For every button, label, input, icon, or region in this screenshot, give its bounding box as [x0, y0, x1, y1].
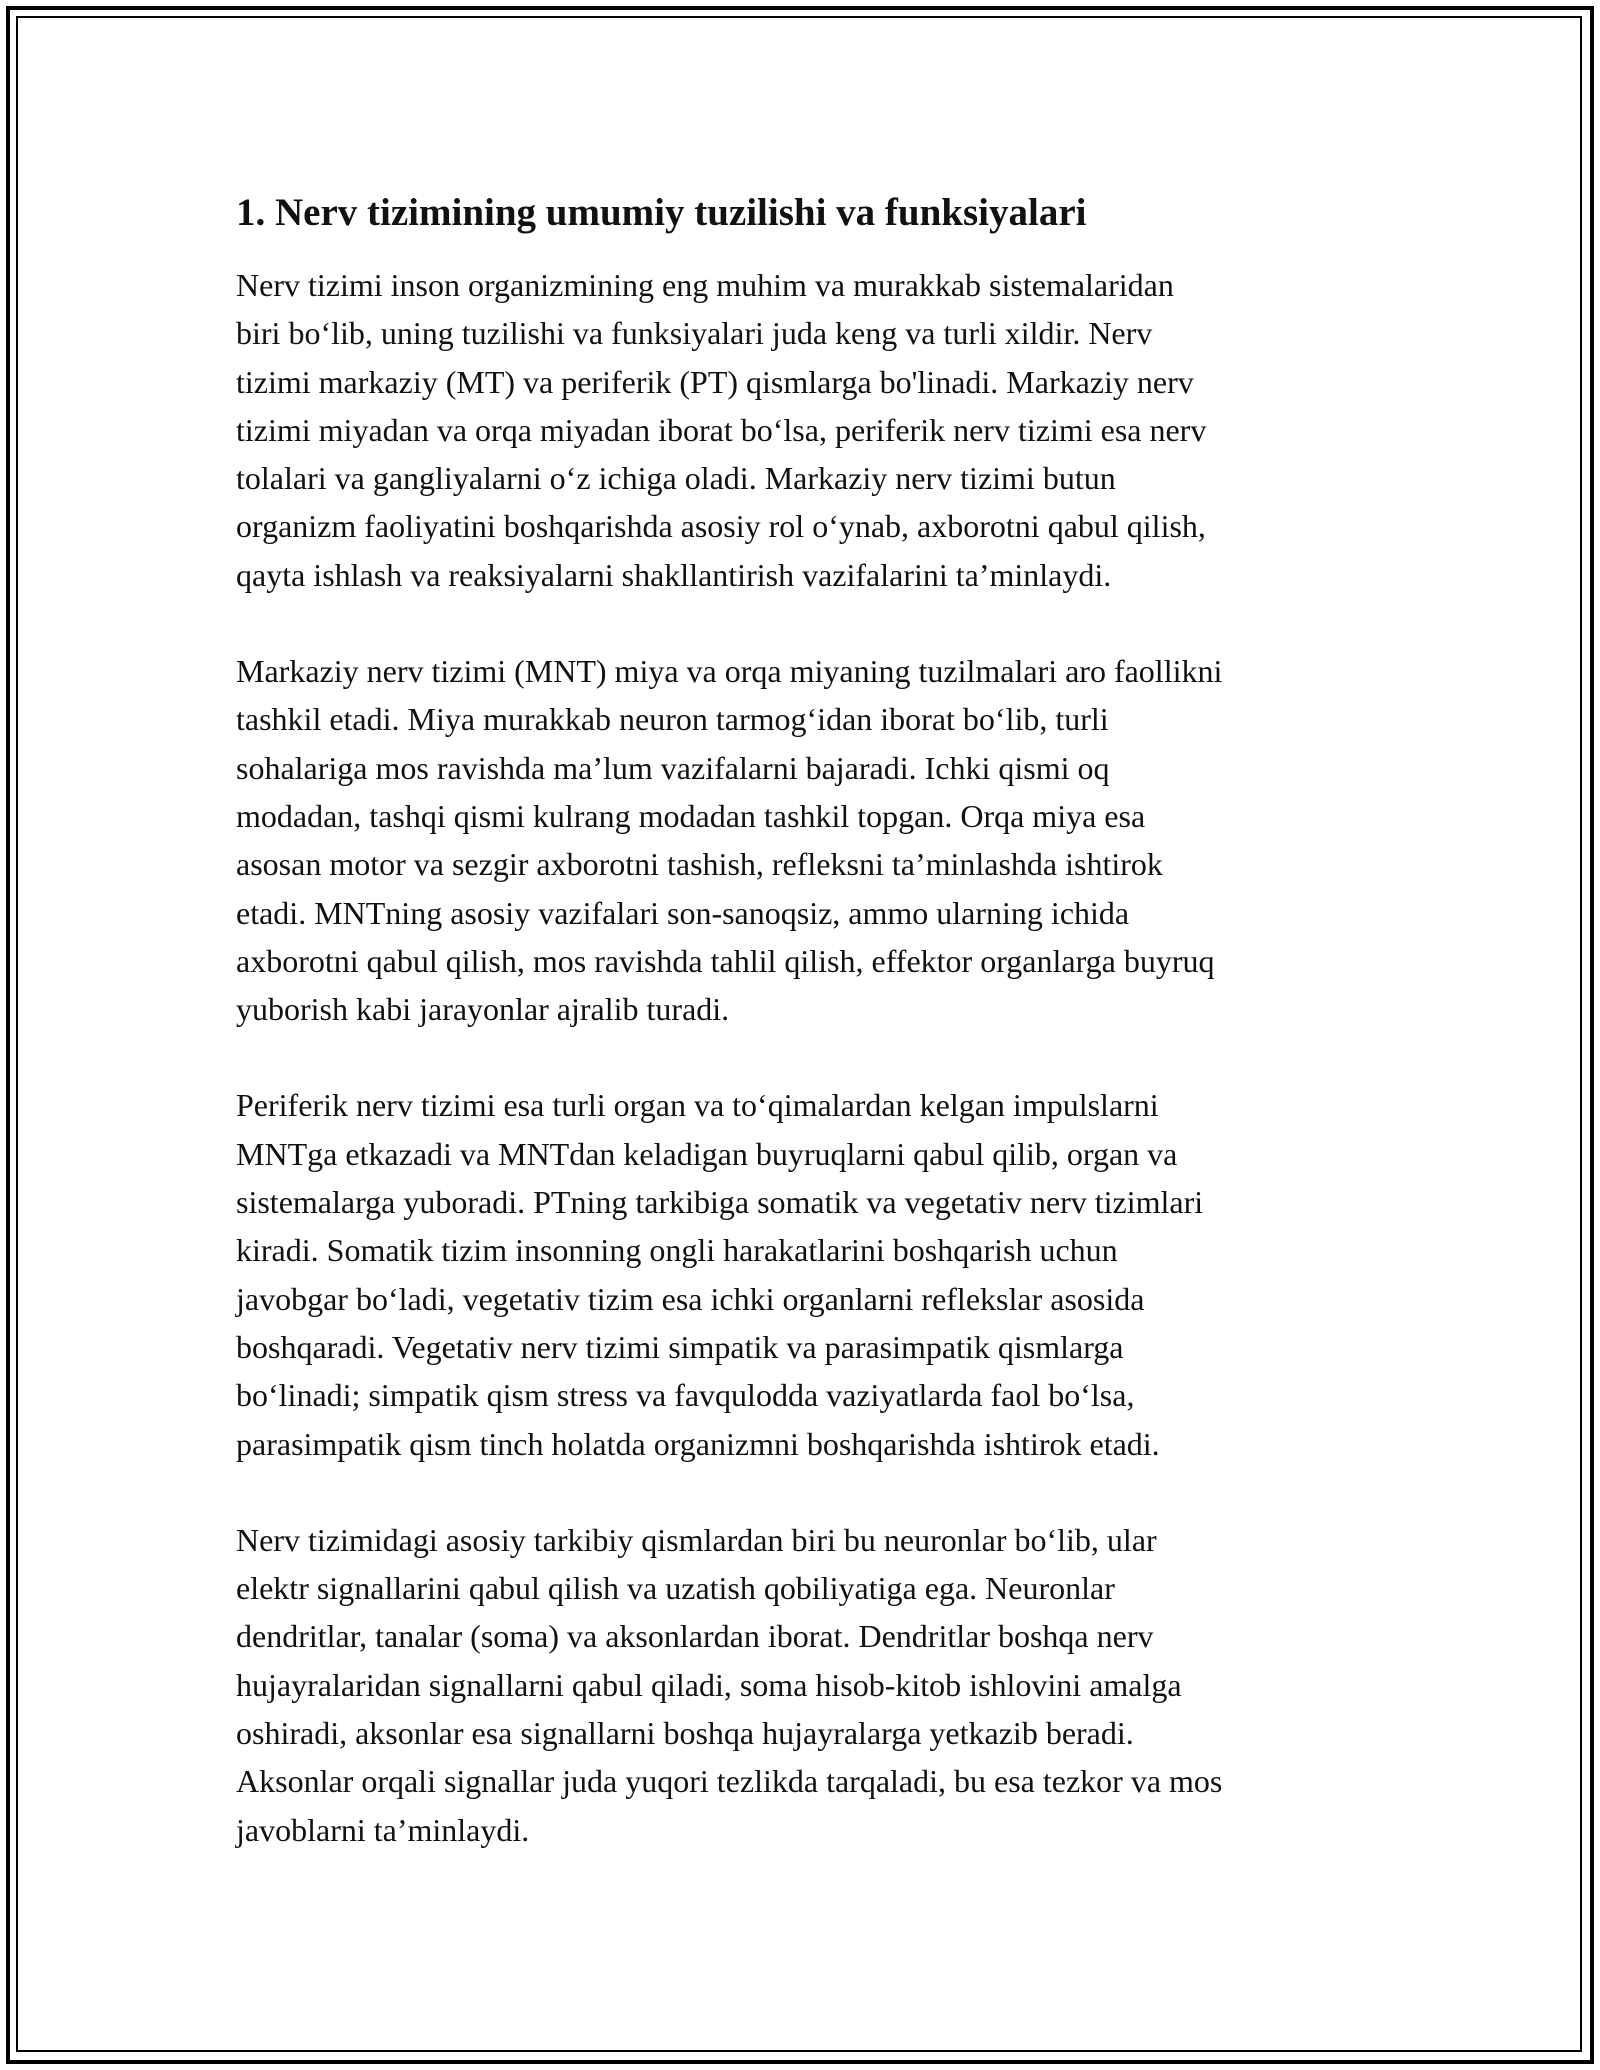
text-line: yuborish kabi jarayonlar ajralib turadi.	[236, 991, 730, 1028]
text-line: qayta ishlash va reaksiyalarni shakllantirish vazifalarini ta’minlaydi.	[236, 556, 1112, 593]
document-body	[236, 187, 1406, 1902]
text-line: kiradi. Somatik tizim insonning ongli harakatlarini boshqarish uchun	[236, 1232, 1118, 1269]
text-line: oshiradi, aksonlar esa signallarni boshqa hujayralarga yetkazib beradi.	[236, 1715, 1134, 1752]
text-line: Markaziy nerv tizimi (MNT) miya va orqa miyaning tuzilmalari aro faollikni	[236, 653, 1223, 690]
text-line: sistemalarga yuboradi. PTning tarkibiga somatik va vegetativ nerv tizimlari	[236, 1184, 1204, 1221]
text-line: Nerv tizimidagi asosiy tarkibiy qismlardan biri bu neuronlar bo‘lib, ular	[236, 1521, 1157, 1558]
text-line: bo‘linadi; simpatik qism stress va favqulodda vaziyatlarda faol bo‘lsa,	[236, 1377, 1135, 1414]
text-line: hujayralaridan signallarni qabul qiladi, soma hisob-kitob ishlovini amalga	[236, 1666, 1182, 1703]
text-line: parasimpatik qism tinch holatda organizmni boshqarishda ishtirok etadi.	[236, 1425, 1160, 1462]
paragraph	[236, 1081, 1406, 1467]
paragraph	[236, 647, 1406, 1033]
text-line: tizimi markaziy (MT) va periferik (PT) qismlarga bo'linadi. Markaziy nerv	[236, 363, 1194, 400]
section-heading: 1. Nerv tizimining umumiy tuzilishi va funksiyalari	[236, 191, 1087, 234]
text-line: Periferik nerv tizimi esa turli organ va to‘qimalardan kelgan impulslarni	[236, 1087, 1159, 1124]
paragraph	[236, 261, 1406, 599]
text-line: tizimi miyadan va orqa miyadan iborat bo‘lsa, periferik nerv tizimi esa nerv	[236, 411, 1207, 448]
text-line: dendritlar, tanalar (soma) va aksonlardan iborat. Dendritlar boshqa nerv	[236, 1618, 1154, 1655]
text-line: biri bo‘lib, uning tuzilishi va funksiyalari juda keng va turli xildir. Nerv	[236, 315, 1153, 352]
text-line: asosan motor va sezgir axborotni tashish, refleksni ta’minlashda ishtirok	[236, 846, 1163, 883]
text-line: javoblarni ta’minlaydi.	[236, 1811, 530, 1848]
text-line: sohalariga mos ravishda ma’lum vazifalarni bajaradi. Ichki qismi oq	[236, 749, 1110, 786]
text-line: organizm faoliyatini boshqarishda asosiy rol o‘ynab, axborotni qabul qilish,	[236, 508, 1206, 545]
text-line: tolalari va gangliyalarni o‘z ichiga oladi. Markaziy nerv tizimi butun	[236, 460, 1116, 497]
text-line: MNTga etkazadi va MNTdan keladigan buyruqlarni qabul qilib, organ va	[236, 1135, 1178, 1172]
text-line: etadi. MNTning asosiy vazifalari son-sanoqsiz, ammo ularning ichida	[236, 894, 1130, 931]
text-line: boshqaradi. Vegetativ nerv tizimi simpatik va parasimpatik qismlarga	[236, 1328, 1124, 1365]
paragraph	[236, 1516, 1406, 1854]
text-line: javobgar bo‘ladi, vegetativ tizim esa ichki organlarni reflekslar asosida	[236, 1280, 1145, 1317]
text-line: Aksonlar orqali signallar juda yuqori tezlikda tarqaladi, bu esa tezkor va mos	[236, 1763, 1223, 1800]
text-line: tashkil etadi. Miya murakkab neuron tarmog‘idan iborat bo‘lib, turli	[236, 701, 1109, 738]
text-line: elektr signallarini qabul qilish va uzatish qobiliyatiga ega. Neuronlar	[236, 1570, 1115, 1607]
text-line: axborotni qabul qilish, mos ravishda tahlil qilish, effektor organlarga buyruq	[236, 942, 1215, 979]
text-line: Nerv tizimi inson organizmining eng muhim va murakkab sistemalaridan	[236, 267, 1174, 303]
text-line: modadan, tashqi qismi kulrang modadan tashkil topgan. Orqa miya esa	[236, 797, 1146, 834]
